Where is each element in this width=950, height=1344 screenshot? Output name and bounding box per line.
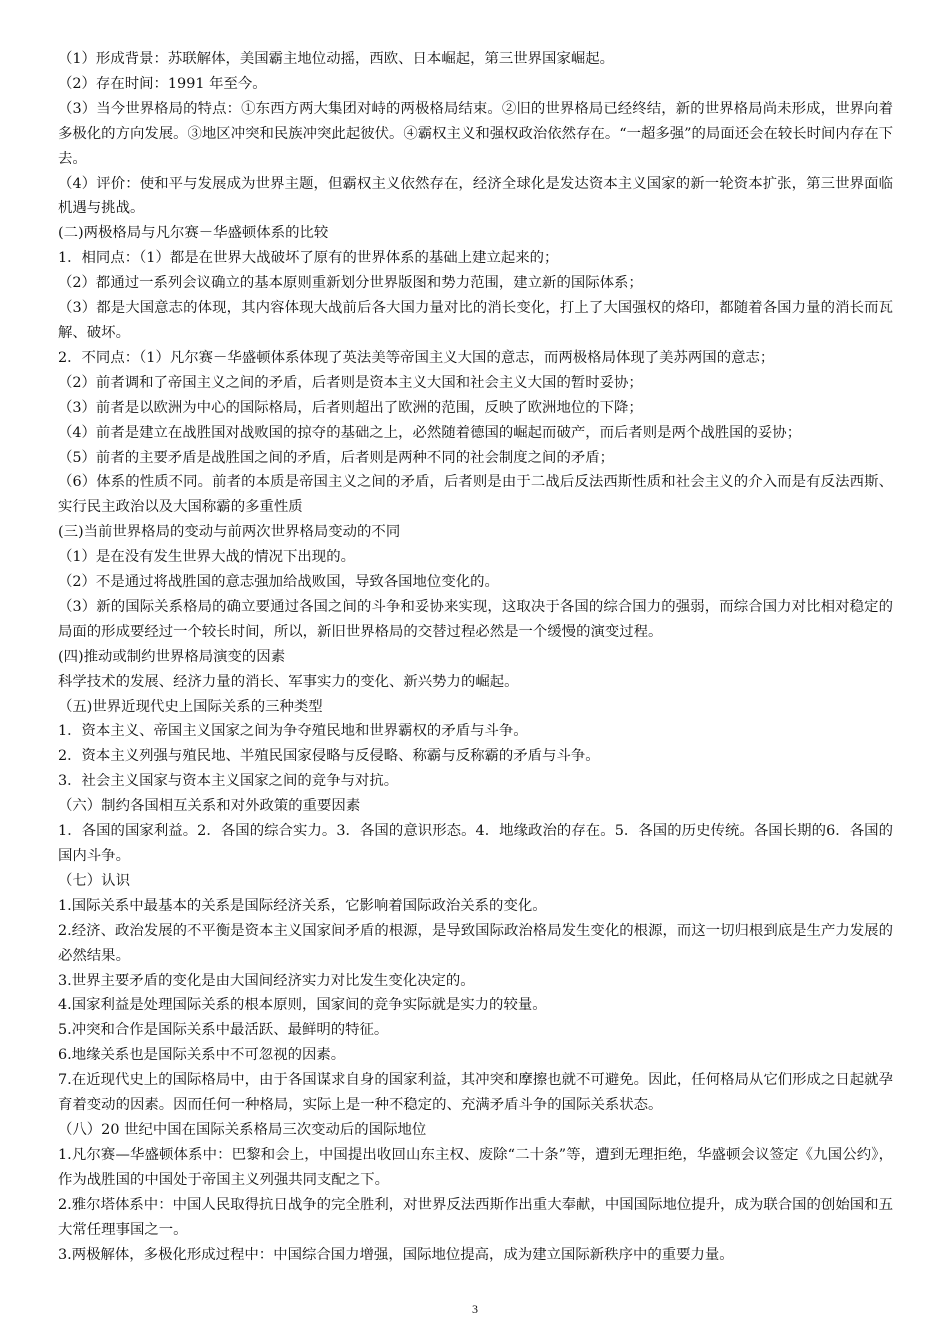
text-line: 3.两极解体，多极化形成过程中：中国综合国力增强，国际地位提高，成为建立国际新秩序中的重要力量。 [58,1246,734,1263]
text-line: （3）前者是以欧洲为中心的国际格局，后者则超出了欧洲的范围，反映了欧洲地位的下降； [58,399,643,416]
text-line: （3）新的国际关系格局的确立要通过各国之间的斗争和妥协来实现，这取决于各国的综合国力的强弱，而综合国力对比相对稳定的局面的形成要经过一个较长时间，所以，新旧世界格局的交替过程必然是一个缓慢的演变过程。 [58,598,893,640]
text-line: 2.雅尔塔体系中：中国人民取得抗日战争的完全胜利，对世界反法西斯作出重大奉献，中国国际地位提升，成为联合国的创始国和五大常任理事国之一。 [58,1196,893,1238]
section-heading: （六）制约各国相互关系和对外政策的重要因素 [58,798,361,815]
text-line: 2．不同点：（1）凡尔赛－华盛顿体系体现了英法美等帝国主义大国的意志，而两极格局体现了美苏两国的意志； [58,349,775,366]
text-line: （2）存在时间：1991 年至今。 [58,75,267,92]
text-line: 1．资本主义、帝国主义国家之间为争夺殖民地和世界霸权的矛盾与斗争。 [58,723,528,740]
text-line: 2．资本主义列强与殖民地、半殖民国家侵略与反侵略、称霸与反称霸的矛盾与斗争。 [58,748,600,765]
text-line: 科学技术的发展、经济力量的消长、军事实力的变化、新兴势力的崛起。 [58,673,519,690]
text-line: （2）前者调和了帝国主义之间的矛盾，后者则是资本主义大国和社会主义大国的暂时妥协； [58,374,643,391]
text-line: 1.国际关系中最基本的关系是国际经济关系，它影响着国际政治关系的变化。 [58,897,547,914]
section-heading: (四)推动或制约世界格局演变的因素 [58,648,286,665]
section-heading: (三)当前世界格局的变动与前两次世界格局变动的不同 [58,524,401,541]
text-line: 1．各国的国家利益。2．各国的综合实力。3．各国的意识形态。4．地缘政治的存在。5．各国的历史传统。各国长期的6．各国的国内斗争。 [58,823,893,864]
text-line: 1.凡尔赛—华盛顿体系中：巴黎和会上，中国提出收回山东主权、废除“二十条”等，遭到无理拒绝，华盛顿会议签定《九国公约》，作为战胜国的中国处于帝国主义列强共同支配之下。 [58,1146,893,1188]
text-line: 3．社会主义国家与资本主义国家之间的竞争与对抗。 [58,773,399,790]
text-line: （2）不是通过将战胜国的意志强加给战败国，导致各国地位变化的。 [58,574,499,591]
text-line: 5.冲突和合作是国际关系中最活跃、最鲜明的特征。 [58,1022,389,1039]
text-line: （2）都通过一系列会议确立的基本原则重新划分世界版图和势力范围，建立新的国际体系； [58,275,643,292]
text-line: 1．相同点：（1）都是在世界大战破坏了原有的世界体系的基础上建立起来的； [58,250,559,267]
section-heading: (二)两极格局与凡尔赛－华盛顿体系的比较 [58,225,329,242]
text-line: （1）是在没有发生世界大战的情况下出现的。 [58,549,355,566]
page-number: 3 [472,1302,478,1316]
text-line: 7.在近现代史上的国际格局中，由于各国谋求自身的国家利益，其冲突和摩擦也就不可避免。因此，任何格局从它们形成之日起就孕育着变动的因素。因而任何一种格局，实际上是一种不稳定的、充满矛盾斗争的国际关系状态。 [58,1072,893,1114]
text-line: （4）评价：使和平与发展成为世界主题，但霸权主义依然存在，经济全球化是发达资本主义国家的新一轮资本扩张，第三世界面临机遇与挑战。 [58,175,893,217]
text-line: （3）当今世界格局的特点：①东西方两大集团对峙的两极格局结束。②旧的世界格局已经终结，新的世界格局尚未形成，世界向着多极化的方向发展。③地区冲突和民族冲突此起彼伏。④霸权主义和强权政治依然存在。“一超多强”的局面还会在较长时间内存在下去。 [58,100,893,167]
section-heading: （八）20 世纪中国在国际关系格局三次变动后的国际地位 [58,1121,427,1138]
text-line: 3.世界主要矛盾的变化是由大国间经济实力对比发生变化决定的。 [58,972,475,989]
text-line: （3）都是大国意志的体现，其内容体现大战前后各大国力量对比的消长变化，打上了大国强权的烙印，都随着各国力量的消长而瓦解、破坏。 [58,300,893,341]
text-line: （5）前者的主要矛盾是战胜国之间的矛盾，后者则是两种不同的社会制度之间的矛盾； [58,449,615,466]
text-line: （6）体系的性质不同。前者的本质是帝国主义之间的矛盾，后者则是由于二战后反法西斯性质和社会主义的介入而是有反法西斯、实行民主政治以及大国称霸的多重性质 [58,474,893,516]
section-heading: （七）认识 [58,872,130,889]
text-line: （4）前者是建立在战胜国对战败国的掠夺的基础之上，必然随着德国的崛起而破产，而后者则是两个战胜国的妥协； [58,424,802,441]
text-line: 6.地缘关系也是国际关系中不可忽视的因素。 [58,1047,346,1064]
text-line: 4.国家利益是处理国际关系的根本原则，国家间的竞争实际就是实力的较量。 [58,997,547,1014]
document-body [58,47,893,1267]
text-line: 2.经济、政治发展的不平衡是资本主义国家间矛盾的根源，是导致国际政治格局发生变化的根源，而这一切归根到底是生产力发展的必然结果。 [58,922,893,964]
section-heading: （五)世界近现代史上国际关系的三种类型 [58,698,323,715]
text-line: （1）形成背景：苏联解体，美国霸主地位动摇，西欧、日本崛起，第三世界国家崛起。 [58,51,615,67]
